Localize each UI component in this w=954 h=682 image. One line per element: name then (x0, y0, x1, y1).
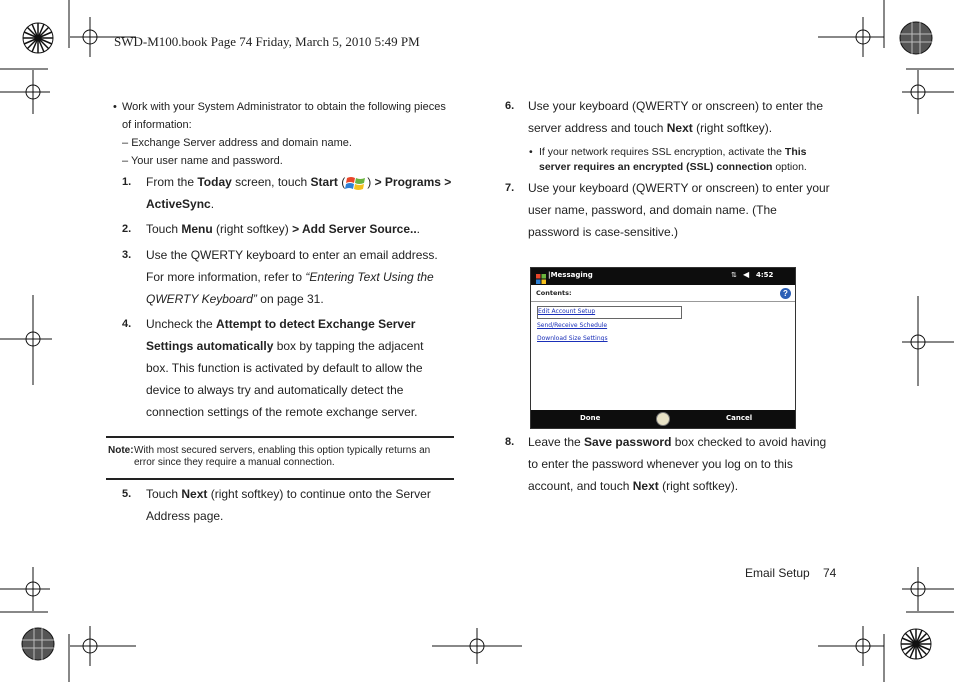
keyboard-icon[interactable] (656, 412, 670, 426)
step-5: 5. Touch Next (right softkey) to continue onto the Server Address page. (122, 487, 431, 523)
link-send-receive-schedule[interactable]: Send/Receive Schedule (537, 322, 608, 329)
registration-target-icon (818, 17, 884, 57)
title-bar: |Messaging ⇅ ◀ 4:52 (531, 268, 795, 285)
step-4: 4. Uncheck the Attempt to detect Exchange Server Settings automatically box by tapping the adjacent box. This function is activated by default to allow the device to always try and automatically detect the connection settings of the remote exchange server. (122, 317, 424, 419)
registration-target-icon (432, 628, 522, 664)
book-header: SWD-M100.book Page 74 Friday, March 5, 2010 5:49 PM (114, 34, 420, 49)
registration-target-icon (0, 70, 50, 114)
softkey-cancel[interactable]: Cancel (726, 414, 753, 422)
intro-dash-2: – Your user name and password. (122, 155, 283, 167)
note-text: With most secured servers, enabling this option typically returns an error since they require a manual connection. (134, 445, 431, 468)
contents-bar (531, 285, 795, 302)
registration-target-icon (0, 567, 50, 611)
speaker-icon: ◀ (743, 270, 750, 279)
registration-target-icon (902, 567, 954, 611)
windows-logo-icon (536, 271, 546, 281)
link-download-size-settings[interactable]: Download Size Settings (537, 335, 608, 342)
footer-section: Email Setup (745, 566, 810, 580)
star-target-icon (900, 22, 932, 54)
registration-target-icon (902, 70, 954, 114)
footer-page-number: 74 (823, 566, 837, 580)
star-target-icon (22, 628, 54, 660)
windows-start-icon (345, 174, 367, 192)
step-7: 7. Use your keyboard (QWERTY or onscreen) to enter your user name, password, and domain name. (The password is case-sensitive.) (505, 181, 830, 239)
step-1: 1. From the Today screen, touch Start ( ) > Programs > ActiveSync. (122, 175, 452, 211)
intro-dash-1: – Exchange Server address and domain name. (122, 137, 352, 149)
star-target-icon (23, 23, 53, 53)
registration-target-icon (0, 295, 52, 385)
softkey-bar (531, 410, 795, 428)
step-2: 2. Touch Menu (right softkey) > Add Server Source... (122, 222, 421, 236)
phone-title: Messaging (550, 271, 593, 279)
registration-target-icon (70, 626, 136, 666)
link-edit-account-setup[interactable]: Edit Account Setup (537, 306, 682, 319)
step-6-note: • If your network requires SSL encryption, activate the This server requires an encrypted (SSL) connection option. (529, 146, 807, 173)
note-box (106, 436, 454, 480)
note-label: Note: (108, 445, 134, 456)
softkey-done[interactable]: Done (580, 414, 601, 422)
registration-target-icon (902, 296, 954, 386)
intro-bullet: • Work with your System Administrator to obtain the following pieces of information: (113, 101, 446, 131)
phone-clock: 4:52 (756, 271, 774, 279)
star-target-icon (901, 629, 931, 659)
registration-target-icon (818, 626, 884, 666)
help-icon[interactable]: ? (780, 288, 791, 299)
contents-label: Contents: (536, 289, 572, 297)
step-8: 8. Leave the Save password box checked to avoid having to enter the password whenever you log on to this account, and touch Next (right softkey). (505, 435, 827, 493)
step-6: 6. Use your keyboard (QWERTY or onscreen) to enter the server address and touch Next (right softkey). (505, 99, 824, 135)
phone-screenshot (530, 267, 796, 429)
connectivity-icon: ⇅ (731, 272, 737, 279)
step-3: 3. Use the QWERTY keyboard to enter an email address. For more information, refer to “Entering Text Using the QWERTY Keyboard” on page 31. (122, 248, 438, 306)
